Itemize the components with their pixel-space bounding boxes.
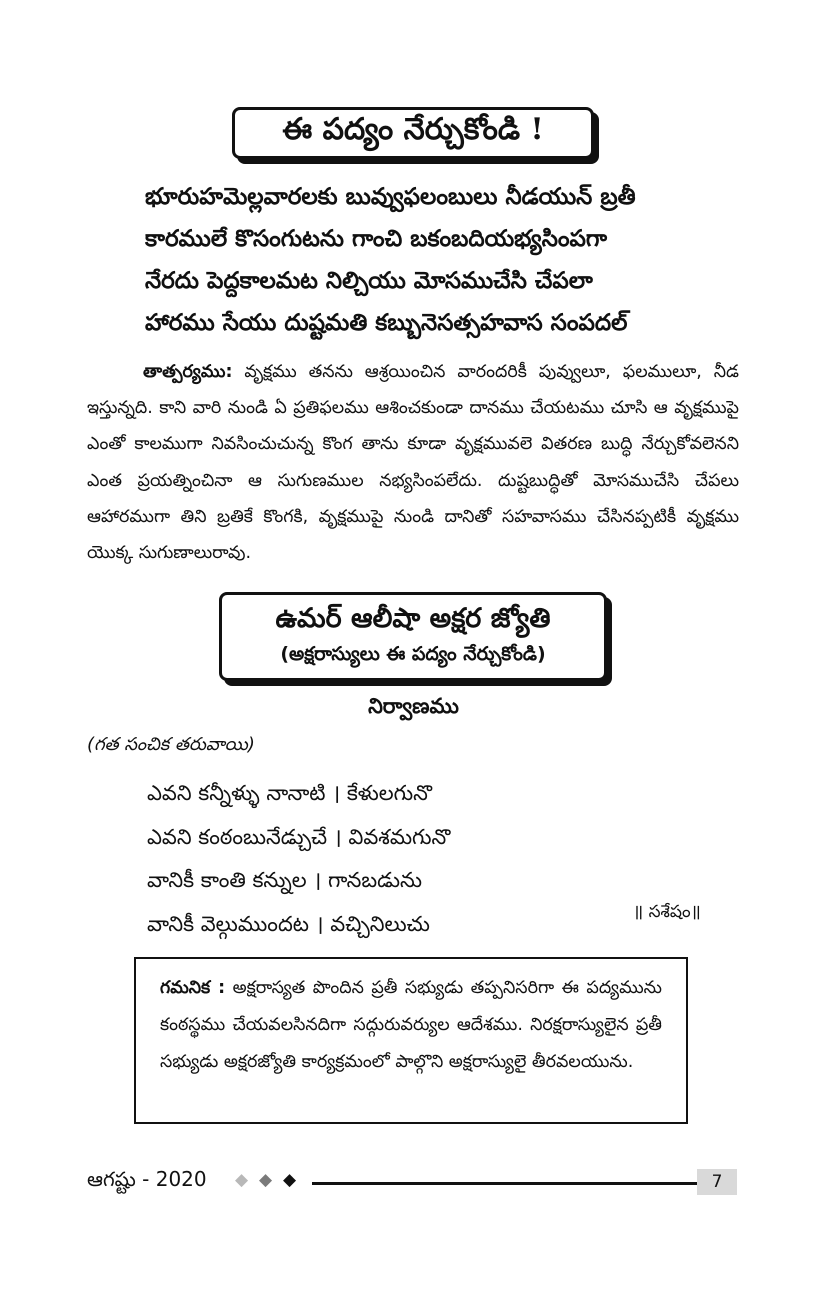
footer-rule [312, 1182, 697, 1185]
poem-line: హారము సేయు దుష్టమతి కబ్బునెసత్సహవాస సంపదల్ [145, 310, 628, 336]
poem-title: నిర్వాణము [368, 694, 459, 718]
diamond-icon: ◆ [235, 1170, 249, 1190]
footer-month-year: ఆగష్టు - 2020 [87, 1167, 207, 1191]
meaning-text: వృక్షము తనను ఆశ్రయించిన వారందరికీ పువ్వులూ, ఫలములూ, నీడ ఇస్తున్నది. కాని వారి నుండి ఏ ప్రతిఫలము ఆశించకుండా దానము చేయటము చూసి ఆ వృక్షముపై ఎంతో కాలముగా నివసించుచున్న కొంగ తాను కూడా వృక్షమువలె వితరణ బుద్ధి నేర్చుకోవలెనని ఎంత ప్రయత్నించినా ఆ సుగుణముల నభ్యసింపలేదు. దుష్టబుద్ధితో మోసముచేసి చేపలు ఆహారముగా తిని బ్రతికే కొంగకి, వృక్షముపై నుండి దానితో సహవాసము చేసినప్పటికీ వృక్షము యొక్క సుగుణాలురావు. [87, 362, 739, 564]
to-be-continued-tag: ॥ సశేషం॥ [633, 902, 701, 922]
heading-box [232, 107, 594, 159]
page-number: 7 [697, 1169, 737, 1195]
meaning-label: తాత్పర్యము: [143, 362, 233, 382]
poem-line: వానికీ వెల్గుముందట । వచ్చినిలుచు [147, 911, 430, 936]
page-footer [87, 1165, 737, 1201]
poem-line: నేరదు పెద్దకాలమట నిల్చియు మోసముచేసి చేపలా [145, 268, 593, 294]
poem-line: ఎవని కన్నీళ్ళు నానాటి । కేళులగునొ [147, 781, 432, 805]
poem-line: ఎవని కంఠంబునేడ్చుచే । వివశమగునొ [147, 824, 451, 849]
diamond-icon: ◆ [283, 1170, 297, 1190]
heading-title: ఈ పద్యం నేర్చుకోండి ! [282, 112, 544, 147]
diamond-icon: ◆ [259, 1170, 273, 1190]
note-text: అక్షరాస్యత పొందిన ప్రతీ సభ్యుడు తప్పనిసరిగా ఈ పద్యమును కంఠస్థము చేయవలసినదిగా సద్గురువర్యుల ఆదేశము. నిరక్షరాస్యులైన ప్రతీ సభ్యుడు అక్షరజ్యోతి కార్యక్రమంలో పాల్గొని అక్షరాస్యులై తీరవలయును. [160, 978, 662, 1072]
section-heading-box [219, 592, 607, 681]
section-heading-subtitle: (అక్షరాస్యులు ఈ పద్యం నేర్చుకోండి) [280, 643, 546, 665]
poem-line: కారములే కొసంగుటను గాంచి బకంబదియభ్యసింపగా [145, 226, 608, 252]
note-box [134, 957, 688, 1124]
meaning-paragraph [87, 354, 739, 571]
continued-from-note: (గత సంచిక తరువాయి) [87, 734, 255, 755]
poem-verse [145, 176, 705, 344]
poem-line: భూరుహమెల్లవారలకు బువ్వుఫలంబులు నీడయున్ బ్రతీ [145, 184, 636, 210]
note-label: గమనిక : [160, 978, 226, 998]
section-heading-title: ఉమర్ ఆలీషా అక్షర జ్యోతి [275, 603, 551, 634]
poem-line: వానికీ కాంతి కన్నుల । గానబడును [147, 868, 422, 892]
